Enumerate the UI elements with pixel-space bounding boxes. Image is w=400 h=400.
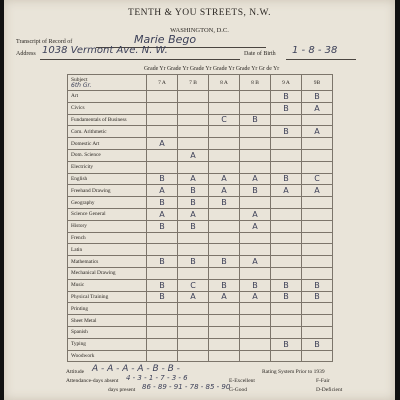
grade-cell	[271, 220, 302, 232]
subject-name: Freehand Drawing	[68, 185, 147, 197]
subject-name: Art	[68, 91, 147, 103]
grade-cell: B	[147, 291, 178, 303]
col-header-7b: 7 B	[178, 75, 209, 91]
grade-cell	[147, 326, 178, 338]
grade-cell	[209, 220, 240, 232]
student-address: 1038 Vermont Ave. N. W.	[42, 45, 168, 56]
date-of-birth: 1 - 8 - 38	[292, 45, 338, 56]
grade-cell	[271, 161, 302, 173]
grade-cell	[240, 161, 271, 173]
grade-cell	[178, 267, 209, 279]
dob-label: Date of Birth	[244, 51, 276, 57]
rating-system-note: Rating System Prior to 1939	[262, 369, 325, 375]
table-row	[68, 315, 333, 327]
grade-cell: B	[147, 256, 178, 268]
grade-cell: B	[147, 220, 178, 232]
grade-cell	[209, 149, 240, 161]
grade-cell	[178, 114, 209, 126]
transcript-label: Transcript of Record of	[16, 39, 73, 45]
subject-header-note: 6th Gr.	[71, 81, 92, 89]
subject-name: Latin	[68, 244, 147, 256]
attendance-values: 4 - 3 - 1 - 7 - 3 - 6	[126, 374, 188, 382]
grade-cell: C	[209, 114, 240, 126]
subject-name: Domestic Art	[68, 138, 147, 150]
subject-name: Spanish	[68, 326, 147, 338]
grade-cell: B	[302, 91, 333, 103]
rating-good: G-Good	[229, 387, 248, 393]
subject-name: Electricity	[68, 161, 147, 173]
grade-cell	[178, 232, 209, 244]
grade-cell	[271, 256, 302, 268]
col-header-9b: 9B	[302, 75, 333, 91]
grade-cell	[147, 102, 178, 114]
grade-cell	[271, 267, 302, 279]
present-label: days present	[108, 387, 136, 393]
table-row	[68, 220, 333, 232]
grade-cell	[209, 102, 240, 114]
grade-cell	[178, 161, 209, 173]
dob-underline	[286, 59, 356, 60]
subject-name: Science General	[68, 208, 147, 220]
grade-cell	[178, 138, 209, 150]
subject-name: Sheet Metal	[68, 315, 147, 327]
subject-name: Typing	[68, 338, 147, 350]
subject-name: Mathematics	[68, 256, 147, 268]
grade-cell: B	[209, 256, 240, 268]
attitude-values: A - A - A - A - B - B -	[92, 364, 180, 374]
grade-cell	[209, 138, 240, 150]
grade-cell: A	[240, 256, 271, 268]
grade-cell: A	[240, 208, 271, 220]
grade-cell	[209, 267, 240, 279]
grade-cell	[302, 208, 333, 220]
subject-name: Physical Training	[68, 291, 147, 303]
grade-cell	[302, 220, 333, 232]
subject-name: Fundamentals of Business	[68, 114, 147, 126]
grade-cell	[240, 232, 271, 244]
table-row	[68, 350, 333, 362]
grade-cell	[178, 350, 209, 362]
subject-name: Music	[68, 279, 147, 291]
grade-cell: A	[178, 208, 209, 220]
subject-name: History	[68, 220, 147, 232]
grade-cell	[271, 303, 302, 315]
grade-cell: B	[209, 279, 240, 291]
grade-cell: B	[271, 279, 302, 291]
grade-cell: B	[271, 102, 302, 114]
table-row	[68, 279, 333, 291]
grade-cell: A	[271, 185, 302, 197]
grade-cell	[240, 315, 271, 327]
grade-cell	[147, 91, 178, 103]
grade-cell	[240, 138, 271, 150]
grade-cell	[147, 338, 178, 350]
grade-cell	[302, 232, 333, 244]
grade-cell: A	[147, 138, 178, 150]
subject-name: Civics	[68, 102, 147, 114]
grade-cell	[209, 208, 240, 220]
address-label: Address	[16, 51, 36, 57]
rating-deficient: D-Deficient	[316, 387, 343, 393]
grade-cell	[209, 244, 240, 256]
table-row	[68, 91, 333, 103]
grade-cell	[240, 303, 271, 315]
grade-cell: A	[147, 208, 178, 220]
grade-cell: B	[240, 114, 271, 126]
table-row	[68, 197, 333, 209]
subject-name: Woodwork	[68, 350, 147, 362]
table-row	[68, 303, 333, 315]
col-header-9a: 9 A	[271, 75, 302, 91]
grade-cell	[178, 315, 209, 327]
rating-fair: F-Fair	[316, 378, 330, 384]
attitude-label: Attitude	[66, 369, 85, 375]
table-row	[68, 114, 333, 126]
grade-cell: B	[271, 338, 302, 350]
grade-cell: A	[240, 291, 271, 303]
grade-cell	[240, 350, 271, 362]
grade-cell: A	[209, 173, 240, 185]
table-row	[68, 138, 333, 150]
subject-name: French	[68, 232, 147, 244]
grades-table	[67, 74, 333, 362]
grades-title: Grade Yr Grade Yr Grade Yr Grade Yr Grade Yr Gr de Yr	[144, 66, 280, 72]
grades-header-row	[68, 75, 333, 91]
grade-cell	[147, 315, 178, 327]
table-row	[68, 232, 333, 244]
grade-cell	[178, 126, 209, 138]
grade-cell: B	[178, 185, 209, 197]
grade-cell	[209, 232, 240, 244]
grade-cell	[240, 326, 271, 338]
grade-cell: A	[178, 291, 209, 303]
table-row	[68, 161, 333, 173]
grade-cell: B	[147, 279, 178, 291]
rating-excellent: E-Excellent	[229, 378, 255, 384]
grade-cell	[271, 149, 302, 161]
grade-cell: A	[178, 149, 209, 161]
grade-cell: B	[271, 291, 302, 303]
transcript-card	[4, 0, 395, 400]
grade-cell	[271, 208, 302, 220]
grade-cell	[240, 149, 271, 161]
subject-header-label: Subject	[71, 76, 88, 83]
grade-cell	[147, 350, 178, 362]
grade-cell: A	[209, 291, 240, 303]
grade-cell	[240, 267, 271, 279]
subject-name: Geography	[68, 197, 147, 209]
grade-cell: B	[302, 291, 333, 303]
city-line: WASHINGTON, D.C.	[170, 27, 229, 34]
grade-cell	[209, 338, 240, 350]
grade-cell	[240, 91, 271, 103]
table-row	[68, 102, 333, 114]
grade-cell	[178, 91, 209, 103]
grade-cell: A	[302, 185, 333, 197]
grade-cell	[147, 267, 178, 279]
grade-cell	[147, 232, 178, 244]
grade-cell: C	[178, 279, 209, 291]
grade-cell: B	[240, 279, 271, 291]
grade-cell: B	[178, 220, 209, 232]
grade-cell	[178, 303, 209, 315]
grade-cell: A	[240, 173, 271, 185]
grade-cell	[240, 102, 271, 114]
grade-cell	[147, 161, 178, 173]
table-row	[68, 185, 333, 197]
subject-name: Printing	[68, 303, 147, 315]
table-row	[68, 291, 333, 303]
table-row	[68, 338, 333, 350]
student-name: Marie Bego	[134, 33, 197, 46]
table-row	[68, 256, 333, 268]
grade-cell	[302, 114, 333, 126]
grade-cell	[240, 126, 271, 138]
grade-cell	[302, 350, 333, 362]
grade-cell	[271, 244, 302, 256]
col-header-8b: 8 B	[240, 75, 271, 91]
grade-cell: A	[178, 173, 209, 185]
grade-cell: B	[271, 91, 302, 103]
grade-cell: B	[271, 126, 302, 138]
table-row	[68, 244, 333, 256]
grade-cell	[147, 303, 178, 315]
subject-name: English	[68, 173, 147, 185]
grade-cell: B	[302, 279, 333, 291]
present-values: 86 - 89 - 91 - 78 - 85 - 90	[142, 383, 231, 391]
grade-cell	[178, 102, 209, 114]
grade-cell	[271, 138, 302, 150]
grade-cell: B	[209, 197, 240, 209]
subject-header	[68, 75, 147, 91]
grade-cell	[240, 197, 271, 209]
grade-cell: A	[240, 220, 271, 232]
grade-cell	[271, 232, 302, 244]
table-row	[68, 126, 333, 138]
grade-cell: B	[147, 173, 178, 185]
grade-cell	[302, 161, 333, 173]
grade-cell: A	[302, 126, 333, 138]
table-row	[68, 208, 333, 220]
grade-cell	[302, 149, 333, 161]
col-header-8a: 8 A	[209, 75, 240, 91]
grade-cell	[302, 138, 333, 150]
grade-cell	[209, 315, 240, 327]
grade-cell	[147, 244, 178, 256]
grade-cell	[178, 244, 209, 256]
grade-cell: A	[302, 102, 333, 114]
grade-cell	[147, 114, 178, 126]
table-row	[68, 149, 333, 161]
grade-cell	[240, 244, 271, 256]
grade-cell	[302, 244, 333, 256]
grade-cell	[178, 338, 209, 350]
grade-cell: B	[147, 197, 178, 209]
grade-cell: B	[271, 173, 302, 185]
subject-name: Dom. Science	[68, 149, 147, 161]
grade-cell	[271, 114, 302, 126]
subject-name: Com. Arithmetic	[68, 126, 147, 138]
grade-cell: B	[178, 197, 209, 209]
grade-cell	[271, 326, 302, 338]
table-row	[68, 326, 333, 338]
subject-name: Mechanical Drawing	[68, 267, 147, 279]
grade-cell: A	[209, 185, 240, 197]
grade-cell	[209, 350, 240, 362]
grade-cell	[271, 315, 302, 327]
grade-cell	[302, 197, 333, 209]
grade-cell	[302, 326, 333, 338]
grade-cell	[209, 126, 240, 138]
col-header-7a: 7 A	[147, 75, 178, 91]
grade-cell	[302, 267, 333, 279]
grade-cell	[209, 91, 240, 103]
grade-cell: C	[302, 173, 333, 185]
grade-cell	[271, 197, 302, 209]
school-heading: TENTH & YOU STREETS, N.W.	[128, 8, 271, 18]
grade-cell	[147, 126, 178, 138]
grade-cell	[271, 350, 302, 362]
grade-cell	[178, 326, 209, 338]
grade-cell	[209, 326, 240, 338]
grade-cell	[302, 256, 333, 268]
grade-cell: B	[302, 338, 333, 350]
grade-cell	[209, 303, 240, 315]
grade-cell: B	[240, 185, 271, 197]
grade-cell	[302, 303, 333, 315]
table-row	[68, 173, 333, 185]
attendance-label: Attendance-days absent	[66, 378, 119, 384]
address-underline	[40, 59, 240, 60]
grade-cell: B	[178, 256, 209, 268]
grade-cell	[209, 161, 240, 173]
grade-cell	[240, 338, 271, 350]
grade-cell	[147, 149, 178, 161]
grade-cell: A	[147, 185, 178, 197]
table-row	[68, 267, 333, 279]
grade-cell	[302, 315, 333, 327]
